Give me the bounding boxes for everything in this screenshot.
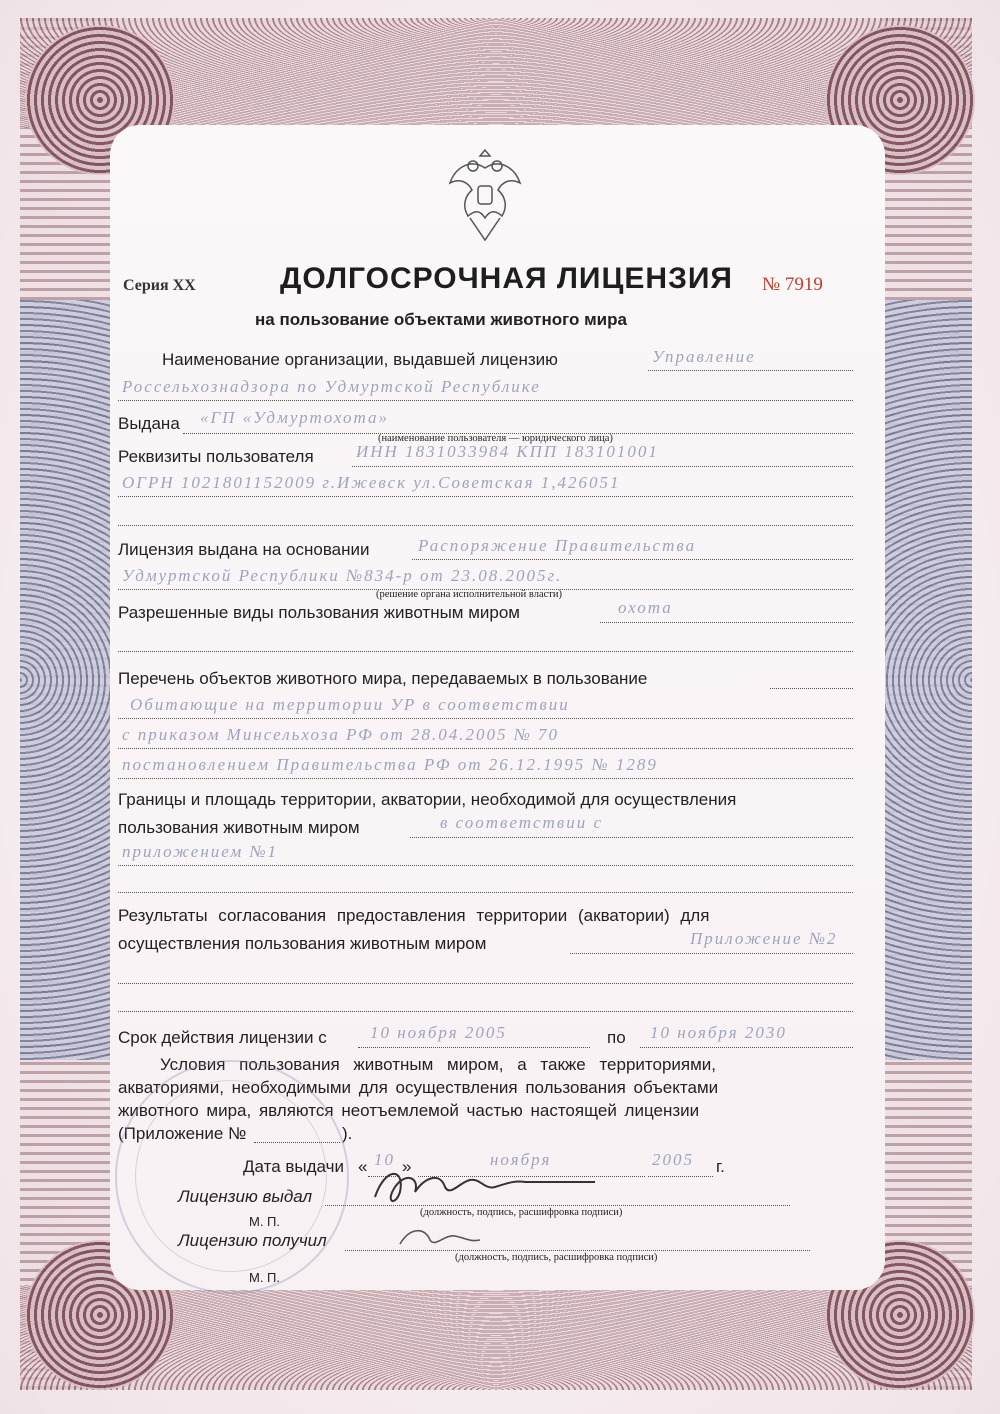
received-by-label: Лицензию получил bbox=[178, 1231, 327, 1250]
requisites-line-1 bbox=[352, 466, 853, 467]
requisites-line-2 bbox=[118, 496, 853, 497]
boundaries-line-1 bbox=[410, 837, 853, 838]
objects-value-3: постановлением Правительства РФ от 26.12.1995 № 1289 bbox=[122, 755, 658, 774]
issuer-signature bbox=[365, 1162, 605, 1212]
issued-by-label: Лицензию выдал bbox=[178, 1187, 313, 1206]
boundaries-line-2 bbox=[118, 865, 853, 866]
issued-to-caption: (наименование пользователя — юридического лица) bbox=[378, 433, 613, 444]
boundaries-value-1: в соответствии с bbox=[440, 813, 604, 832]
results-value: Приложение №2 bbox=[690, 929, 838, 948]
validity-from-line bbox=[358, 1047, 590, 1048]
boundaries-label-2: пользования животным миром bbox=[118, 818, 360, 837]
conditions-line-1: Условия пользования животным миром, а также территориями, bbox=[160, 1055, 717, 1074]
issuer-value-2: Россельхознадзора по Удмуртской Республике bbox=[122, 377, 541, 396]
basis-label: Лицензия выдана на основании bbox=[118, 540, 370, 559]
license-number: № 7919 bbox=[762, 274, 823, 295]
results-label-1: Результаты согласования предоставления территории (акватории) для bbox=[118, 906, 710, 925]
issuer-label: Наименование организации, выдавшей лицензию bbox=[162, 350, 558, 369]
objects-label: Перечень объектов животного мира, передаваемых в пользование bbox=[118, 669, 648, 688]
series-label: Серия XX bbox=[123, 277, 196, 294]
issued-by-caption: (должность, подпись, расшифровка подписи) bbox=[420, 1207, 623, 1218]
issuer-line-1 bbox=[648, 370, 853, 371]
use-types-line bbox=[600, 622, 853, 623]
results-line-3 bbox=[118, 1011, 853, 1012]
issue-date-year: 2005 bbox=[652, 1150, 694, 1169]
issued-to-label: Выдана bbox=[118, 414, 180, 433]
mp-stamp-place-2: М. П. bbox=[249, 1270, 281, 1285]
objects-line-1 bbox=[770, 688, 853, 689]
document-title: ДОЛГОСРОЧНАЯ ЛИЦЕНЗИЯ bbox=[280, 262, 733, 295]
basis-value-1: Распоряжение Правительства bbox=[418, 536, 697, 555]
boundaries-value-2: приложением №1 bbox=[122, 842, 279, 861]
validity-to-label: по bbox=[607, 1028, 626, 1047]
objects-line-4 bbox=[118, 778, 853, 779]
use-types-label: Разрешенные виды пользования животным миром bbox=[118, 603, 520, 622]
conditions-line-2: акваториями, необходимыми для осуществления пользования объектами bbox=[118, 1078, 719, 1097]
use-types-value: охота bbox=[618, 598, 673, 617]
results-line-1 bbox=[570, 953, 853, 954]
results-label-2: осуществления пользования животным миром bbox=[118, 934, 487, 953]
issue-date-day: 10 bbox=[374, 1150, 395, 1169]
use-types-line-2 bbox=[118, 651, 853, 652]
date-close-quote: » bbox=[402, 1157, 412, 1176]
results-line-2 bbox=[118, 983, 853, 984]
issuer-line-2 bbox=[118, 400, 853, 401]
issuer-value-1: Управление bbox=[652, 347, 756, 366]
document-subtitle: на пользование объектами животного мира bbox=[255, 310, 627, 329]
basis-value-2: Удмуртской Республики №834-р от 23.08.2005г. bbox=[122, 566, 563, 585]
objects-line-3 bbox=[118, 748, 853, 749]
objects-value-1: Обитающие на территории УР в соответствии bbox=[130, 695, 570, 714]
issue-date-label: Дата выдачи bbox=[243, 1157, 344, 1176]
issue-date-month: ноября bbox=[490, 1150, 552, 1169]
conditions-line-4-end: ). bbox=[342, 1124, 353, 1143]
double-headed-eagle-icon bbox=[440, 148, 530, 248]
objects-value-2: с приказом Минсельхоза РФ от 28.04.2005 № 70 bbox=[122, 725, 560, 744]
date-open-quote: « bbox=[358, 1157, 368, 1176]
validity-from-value: 10 ноября 2005 bbox=[370, 1023, 507, 1042]
basis-caption: (решение органа исполнительной власти) bbox=[376, 589, 563, 600]
validity-to-value: 10 ноября 2030 bbox=[650, 1023, 787, 1042]
requisites-value-2: ОГРН 1021801152009 г.Ижевск ул.Советская 1,426051 bbox=[122, 473, 621, 492]
objects-line-2 bbox=[118, 718, 853, 719]
validity-to-line bbox=[640, 1047, 853, 1048]
boundaries-label-1: Границы и площадь территории, акватории, необходимой для осуществления bbox=[118, 790, 737, 809]
requisites-value-1: ИНН 1831033984 КПП 183101001 bbox=[356, 442, 659, 461]
conditions-line-4: (Приложение № bbox=[118, 1124, 247, 1143]
conditions-line-3: животного мира, являются неотъемлемой частью настоящей лицензии bbox=[118, 1101, 700, 1120]
basis-line-1 bbox=[412, 559, 853, 560]
date-year-line bbox=[648, 1176, 713, 1177]
validity-label: Срок действия лицензии с bbox=[118, 1028, 327, 1047]
requisites-label: Реквизиты пользователя bbox=[118, 447, 314, 466]
boundaries-line-3 bbox=[118, 892, 853, 893]
received-by-caption: (должность, подпись, расшифровка подписи) bbox=[455, 1252, 658, 1263]
issue-date-suffix: г. bbox=[716, 1157, 725, 1176]
mp-stamp-place-1: М. П. bbox=[249, 1214, 281, 1229]
issued-to-value: «ГП «Удмуртохота» bbox=[200, 408, 390, 427]
receiver-signature bbox=[395, 1222, 485, 1252]
requisites-line-3 bbox=[118, 525, 853, 526]
